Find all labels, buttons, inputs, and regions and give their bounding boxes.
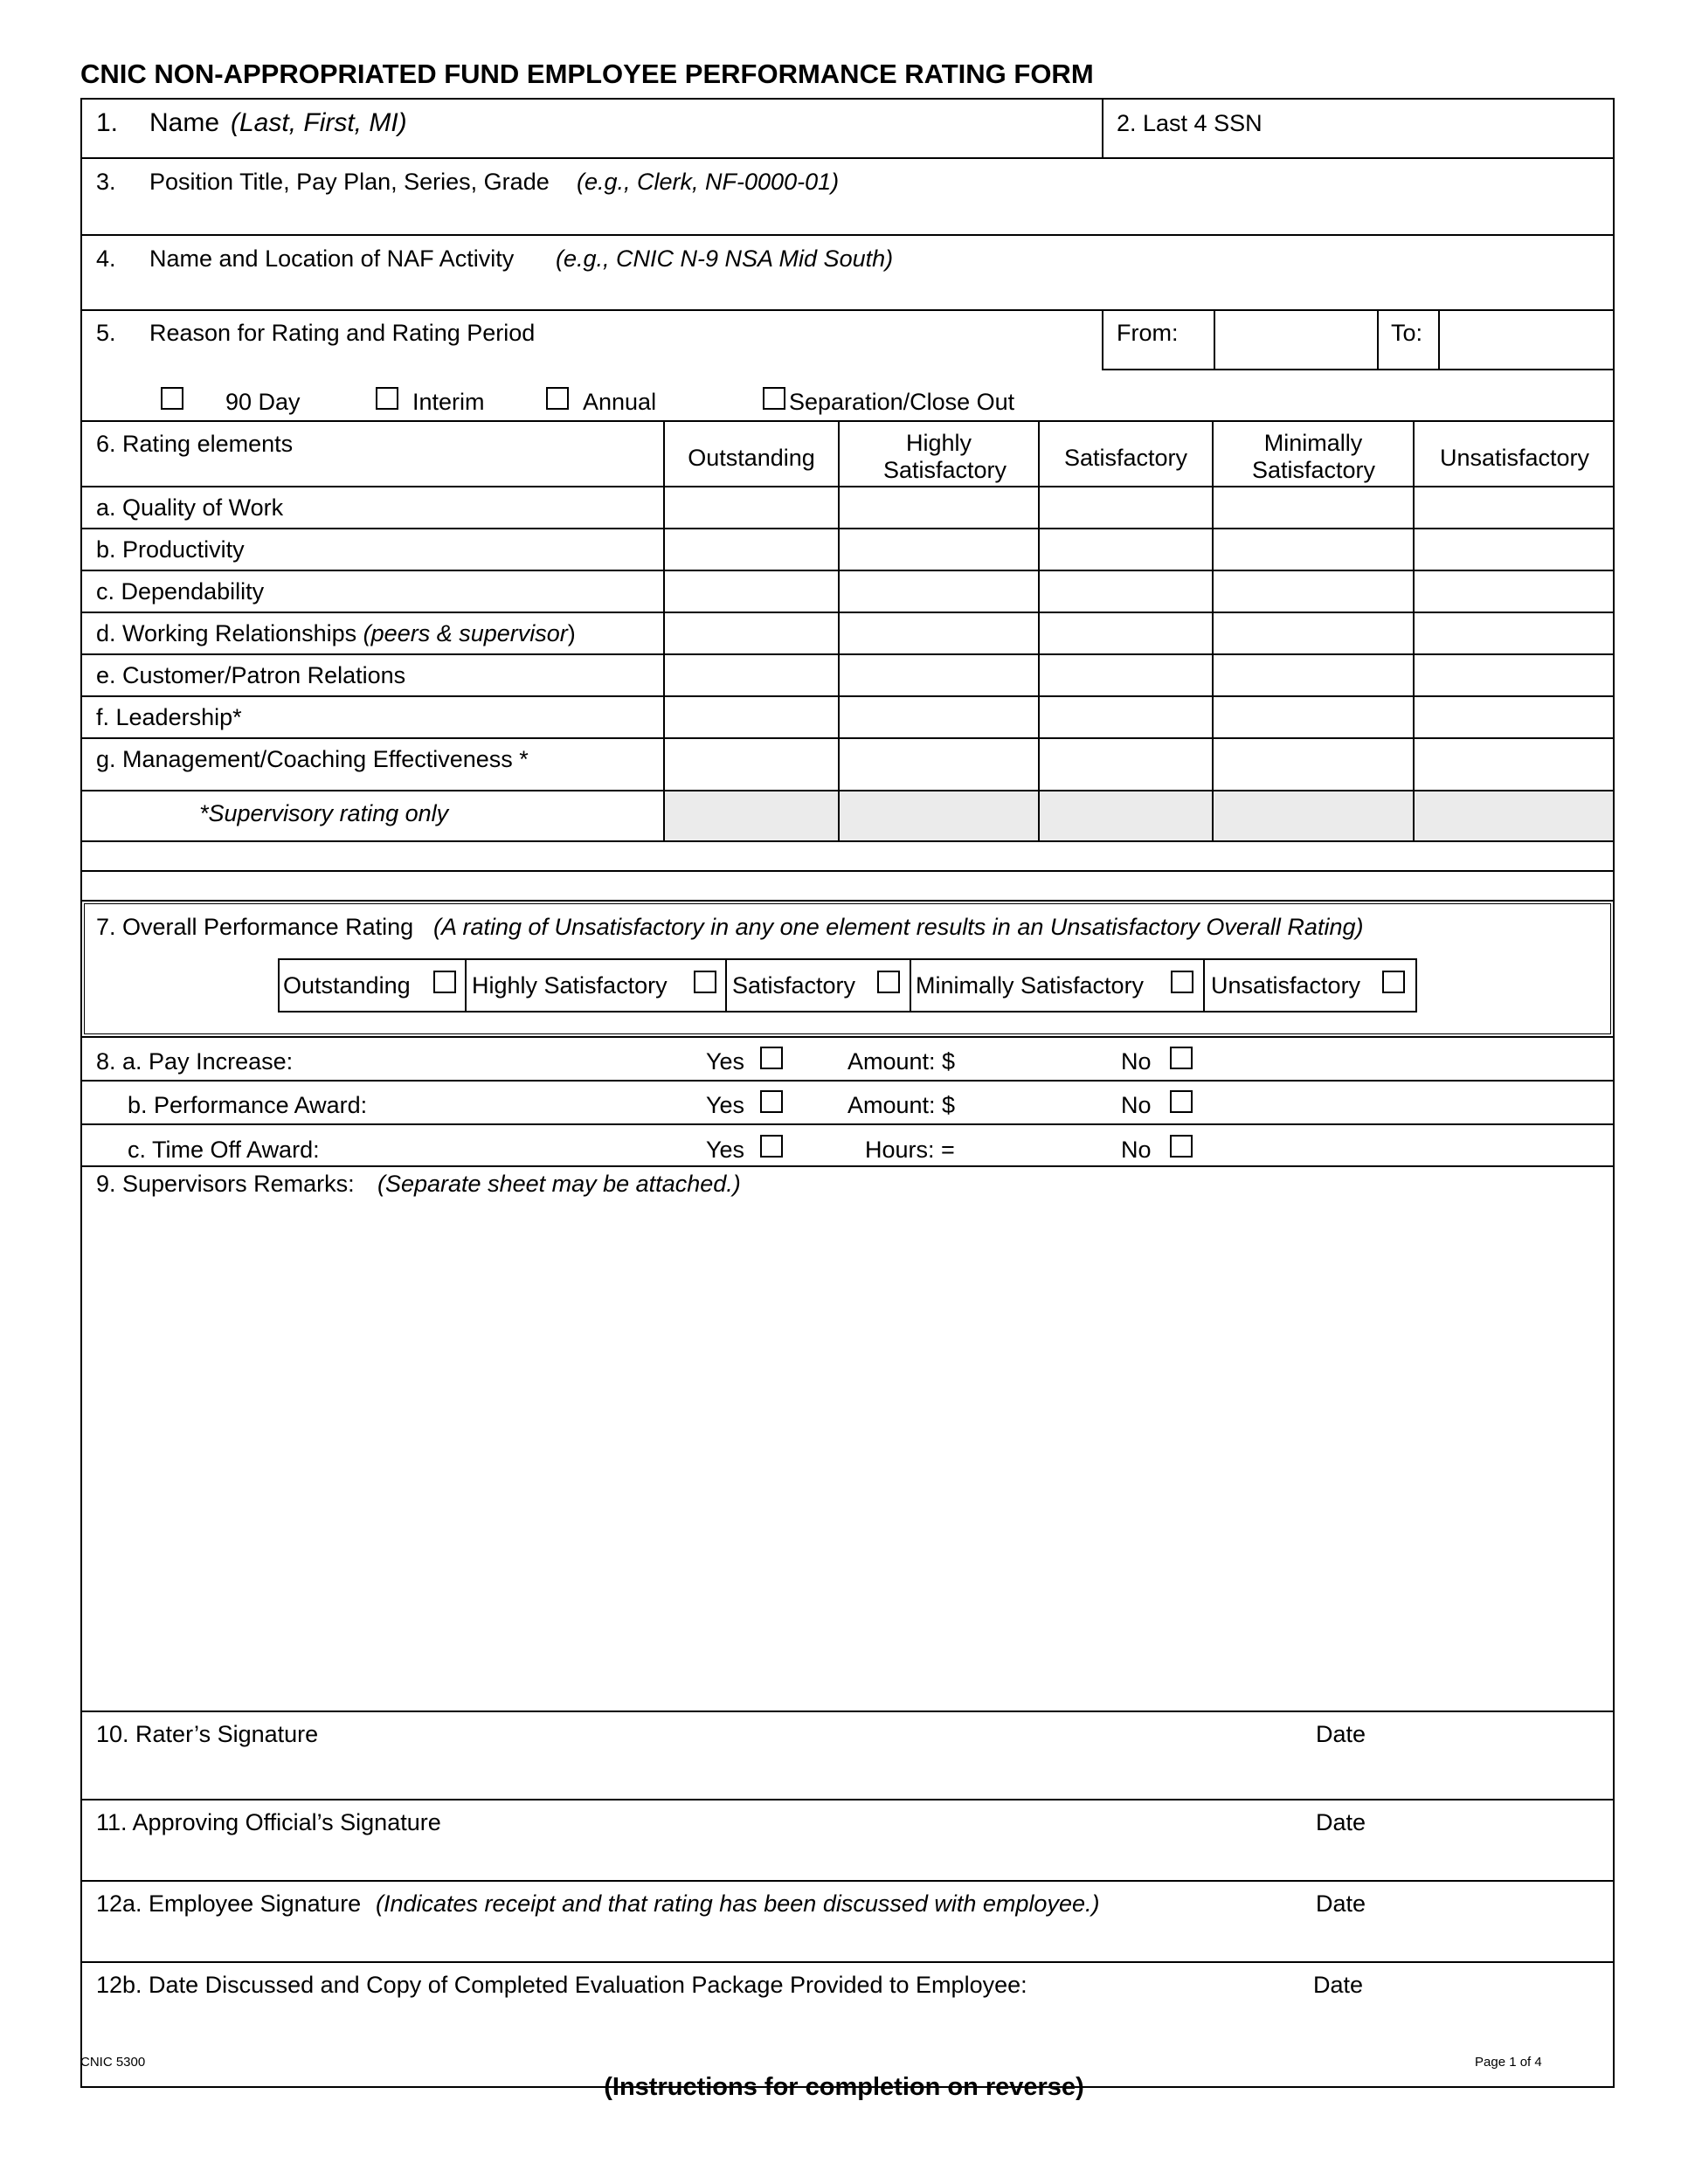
performance-award-no-label: No (1121, 1092, 1152, 1118)
rater-signature-label: 10. Rater’s Signature (96, 1721, 319, 1747)
pay-increase-amount-label: Amount: $ (847, 1048, 956, 1075)
annual-label: Annual (583, 389, 657, 415)
overall-minimally-satisfactory-checkbox[interactable] (1171, 971, 1193, 993)
column-outstanding: Outstanding (688, 445, 815, 471)
period-to-field[interactable] (1441, 312, 1613, 370)
rating-cell-productivity-minimally-satisfactory[interactable] (1214, 529, 1413, 570)
date-discussed-label: 12b. Date Discussed and Copy of Completed Evaluation Package Provided to Employee: (96, 1972, 1027, 1998)
approving-official-date-label: Date (1316, 1809, 1366, 1835)
rating-cell-management-coaching-highly-satisfactory[interactable] (840, 739, 1038, 790)
rating-cell-leadership-minimally-satisfactory[interactable] (1214, 697, 1413, 737)
performance-award-no-checkbox[interactable] (1170, 1090, 1193, 1113)
element-working-relationships-label: d. Working Relationships (96, 620, 357, 646)
section-1-number: 1. (96, 108, 119, 137)
rating-cell-dependability-outstanding[interactable] (665, 571, 838, 612)
rating-cell-dependability-minimally-satisfactory[interactable] (1214, 571, 1413, 612)
overall-highly-satisfactory-label: Highly Satisfactory (472, 972, 668, 999)
time-off-award-yes-checkbox[interactable] (760, 1135, 783, 1158)
overall-minimally-satisfactory-label: Minimally Satisfactory (916, 972, 1145, 999)
employee-date-label: Date (1316, 1890, 1366, 1917)
approving-official-signature-label: 11. Approving Official’s Signature (96, 1809, 441, 1835)
90-day-checkbox[interactable] (161, 387, 183, 410)
rating-cell-customer-relations-unsatisfactory[interactable] (1415, 655, 1613, 695)
element-management-coaching: g. Management/Coaching Effectiveness * (96, 746, 529, 772)
column-minimally-satisfactory: Minimally Satisfactory (1252, 430, 1376, 483)
time-off-award-hours-label: Hours: = (865, 1137, 955, 1163)
instructions-note: (Instructions for completion on reverse) (604, 2073, 1084, 2101)
element-customer-relations: e. Customer/Patron Relations (96, 662, 406, 688)
naf-activity-label: Name and Location of NAF Activity (149, 245, 515, 272)
rating-cell-quality-of-work-highly-satisfactory[interactable] (840, 487, 1038, 528)
supervisory-footnote: *Supervisory rating only (199, 800, 449, 826)
employee-date-field[interactable] (1311, 1920, 1608, 1960)
overall-highly-satisfactory-checkbox[interactable] (694, 971, 716, 993)
overall-rating-hint: (A rating of Unsatisfactory in any one element results in an Unsatisfactory Overall Rating) (433, 914, 1364, 940)
overall-outstanding-label: Outstanding (283, 972, 411, 999)
rating-cell-productivity-unsatisfactory[interactable] (1415, 529, 1613, 570)
pay-increase-amount-field[interactable] (977, 1041, 1099, 1078)
separation-checkbox[interactable] (763, 387, 785, 410)
rating-cell-productivity-satisfactory[interactable] (1040, 529, 1212, 570)
separation-label: Separation/Close Out (789, 389, 1015, 415)
time-off-award-hours-field[interactable] (977, 1129, 1099, 1164)
period-to-label: To: (1391, 320, 1423, 346)
approving-official-date-field[interactable] (1311, 1838, 1608, 1878)
rating-cell-dependability-highly-satisfactory[interactable] (840, 571, 1038, 612)
rating-cell-working-relationships-highly-satisfactory[interactable] (840, 613, 1038, 653)
supervisor-remarks-field[interactable] (82, 1202, 1613, 1711)
element-productivity: b. Productivity (96, 536, 245, 563)
interim-label: Interim (412, 389, 485, 415)
rating-cell-leadership-outstanding[interactable] (665, 697, 838, 737)
rating-cell-management-coaching-satisfactory[interactable] (1040, 739, 1212, 790)
position-title-hint: (e.g., Clerk, NF-0000-01) (577, 169, 840, 195)
date-discussed-date-label: Date (1313, 1972, 1364, 1998)
rating-cell-productivity-outstanding[interactable] (665, 529, 838, 570)
section-4-number: 4. (96, 245, 116, 272)
rating-cell-quality-of-work-satisfactory[interactable] (1040, 487, 1212, 528)
employee-signature-hint: (Indicates receipt and that rating has been discussed with employee.) (376, 1890, 1100, 1917)
rating-cell-customer-relations-highly-satisfactory[interactable] (840, 655, 1038, 695)
rater-date-field[interactable] (1311, 1751, 1608, 1798)
pay-increase-yes-checkbox[interactable] (760, 1047, 783, 1069)
rating-cell-quality-of-work-minimally-satisfactory[interactable] (1214, 487, 1413, 528)
ssn-label: 2. Last 4 SSN (1117, 110, 1263, 136)
rater-signature-field[interactable] (82, 1751, 1297, 1798)
element-dependability: c. Dependability (96, 578, 265, 605)
overall-rating-label: 7. Overall Performance Rating (96, 914, 414, 940)
rating-cell-quality-of-work-unsatisfactory[interactable] (1415, 487, 1613, 528)
pay-increase-yes-label: Yes (706, 1048, 745, 1075)
performance-award-yes-label: Yes (706, 1092, 745, 1118)
form-title: CNIC NON-APPROPRIATED FUND EMPLOYEE PERFORMANCE RATING FORM (80, 59, 1094, 89)
name-field[interactable] (82, 100, 1101, 157)
rater-date-label: Date (1316, 1721, 1366, 1747)
period-from-label: From: (1117, 320, 1179, 346)
period-from-field[interactable] (1216, 312, 1376, 370)
rating-cell-working-relationships-unsatisfactory[interactable] (1415, 613, 1613, 653)
time-off-award-yes-label: Yes (706, 1137, 745, 1163)
90-day-label: 90 Day (225, 389, 301, 415)
rating-cell-productivity-highly-satisfactory[interactable] (840, 529, 1038, 570)
naf-activity-hint: (e.g., CNIC N-9 NSA Mid South) (556, 245, 894, 272)
interim-checkbox[interactable] (376, 387, 398, 410)
rating-cell-customer-relations-minimally-satisfactory[interactable] (1214, 655, 1413, 695)
section-3-number: 3. (96, 169, 116, 195)
supervisor-remarks-label: 9. Supervisors Remarks: (96, 1171, 355, 1197)
rating-cell-working-relationships-satisfactory[interactable] (1040, 613, 1212, 653)
rating-cell-management-coaching-outstanding[interactable] (665, 739, 838, 790)
annual-checkbox[interactable] (546, 387, 569, 410)
pay-increase-no-label: No (1121, 1048, 1152, 1075)
element-leadership: f. Leadership* (96, 704, 242, 730)
column-satisfactory: Satisfactory (1063, 445, 1188, 471)
performance-award-yes-checkbox[interactable] (760, 1090, 783, 1113)
ssn-field[interactable] (1104, 100, 1613, 157)
rating-cell-quality-of-work-outstanding[interactable] (665, 487, 838, 528)
rating-cell-customer-relations-satisfactory[interactable] (1040, 655, 1212, 695)
rating-elements-label: 6. Rating elements (96, 431, 294, 457)
overall-satisfactory-checkbox[interactable] (877, 971, 900, 993)
rating-reason-label: Reason for Rating and Rating Period (149, 320, 536, 346)
page-number: Page 1 of 4 (1475, 2055, 1542, 2070)
rating-cell-dependability-satisfactory[interactable] (1040, 571, 1212, 612)
naf-activity-field[interactable] (82, 236, 1613, 309)
approving-official-signature-field[interactable] (82, 1838, 1297, 1878)
column-unsatisfactory: Unsatisfactory (1439, 445, 1590, 471)
performance-award-amount-label: Amount: $ (847, 1092, 956, 1118)
element-working-relationships-close: ) (567, 620, 576, 646)
rating-cell-working-relationships-outstanding[interactable] (665, 613, 838, 653)
overall-unsatisfactory-label: Unsatisfactory (1211, 972, 1361, 999)
name-label: Name (149, 108, 220, 137)
element-quality-of-work: a. Quality of Work (96, 494, 284, 521)
rating-cell-leadership-highly-satisfactory[interactable] (840, 697, 1038, 737)
overall-unsatisfactory-checkbox[interactable] (1382, 971, 1405, 993)
element-working-relationships-hint: (peers & supervisor (363, 620, 568, 646)
pay-increase-no-checkbox[interactable] (1170, 1047, 1193, 1069)
name-hint: (Last, First, MI) (231, 108, 407, 137)
performance-award-amount-field[interactable] (977, 1085, 1099, 1122)
position-title-field[interactable] (82, 159, 1613, 234)
pay-increase-label: 8. a. Pay Increase: (96, 1048, 294, 1075)
time-off-award-no-checkbox[interactable] (1170, 1135, 1193, 1158)
overall-satisfactory-label: Satisfactory (732, 972, 856, 999)
employee-signature-field[interactable] (82, 1920, 1297, 1960)
element-working-relationships (96, 620, 576, 646)
rating-cell-working-relationships-minimally-satisfactory[interactable] (1214, 613, 1413, 653)
supervisor-remarks-hint: (Separate sheet may be attached.) (377, 1171, 741, 1197)
employee-signature-label: 12a. Employee Signature (96, 1890, 362, 1917)
time-off-award-label: c. Time Off Award: (128, 1137, 320, 1163)
rating-cell-leadership-satisfactory[interactable] (1040, 697, 1212, 737)
rating-cell-management-coaching-unsatisfactory[interactable] (1415, 739, 1613, 790)
rating-cell-dependability-unsatisfactory[interactable] (1415, 571, 1613, 612)
section-5-number: 5. (96, 320, 116, 346)
time-off-award-no-label: No (1121, 1137, 1152, 1163)
form-number: CNIC 5300 (80, 2055, 146, 2070)
rating-cell-leadership-unsatisfactory[interactable] (1415, 697, 1613, 737)
rating-cell-management-coaching-minimally-satisfactory[interactable] (1214, 739, 1413, 790)
overall-outstanding-checkbox[interactable] (433, 971, 456, 993)
position-title-label: Position Title, Pay Plan, Series, Grade (149, 169, 550, 195)
performance-award-label: b. Performance Award: (128, 1092, 368, 1118)
column-highly-satisfactory: Highly Satisfactory (883, 430, 1007, 483)
rating-cell-customer-relations-outstanding[interactable] (665, 655, 838, 695)
